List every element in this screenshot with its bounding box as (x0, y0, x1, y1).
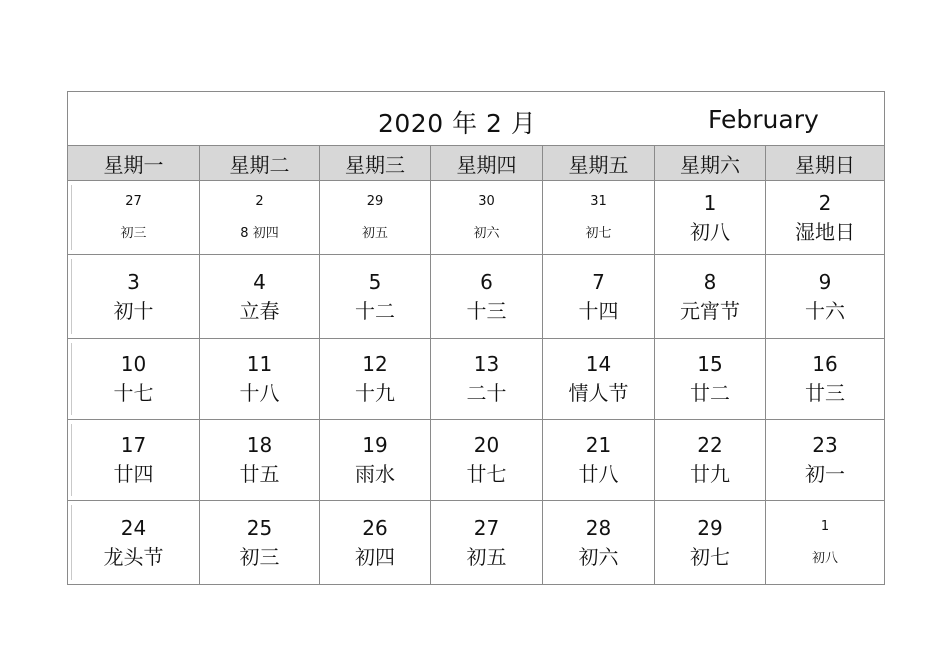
lunar-label: 二十 (466, 381, 507, 405)
day-cell (431, 420, 543, 501)
day-number: 17 (120, 433, 147, 457)
day-number: 2 (818, 190, 832, 215)
lunar-label: 湿地日 (795, 219, 855, 244)
lunar-label: 初五 (361, 225, 388, 241)
day-cell (200, 255, 320, 339)
day-number: 24 (120, 515, 147, 540)
day-cell (431, 181, 543, 255)
day-cell (431, 501, 543, 585)
weekday-header: 星期三 (320, 146, 431, 181)
calendar-title: 2020 年 2 月 (378, 109, 537, 138)
weekday-header: 星期二 (200, 146, 320, 181)
day-cell (320, 420, 431, 501)
day-number: 21 (585, 433, 612, 457)
day-number: 31 (590, 193, 607, 209)
week-row (68, 420, 885, 501)
week-row (68, 181, 885, 255)
lunar-label: 立春 (239, 298, 280, 323)
lunar-label: 十二 (355, 298, 395, 323)
day-number: 10 (120, 352, 147, 376)
lunar-label: 廿五 (239, 462, 280, 486)
day-cell (200, 501, 320, 585)
lunar-label: 廿四 (113, 462, 154, 486)
week-row (68, 339, 885, 420)
day-number: 7 (592, 269, 605, 294)
day-cell (431, 255, 543, 339)
day-cell (766, 339, 885, 420)
lunar-label: 廿二 (690, 381, 730, 405)
lunar-label: 情人节 (568, 381, 629, 405)
day-cell (200, 181, 320, 255)
lunar-label: 初七 (690, 544, 730, 569)
lunar-label: 元宵节 (680, 298, 740, 323)
lunar-label: 廿九 (690, 462, 730, 486)
day-cell (68, 339, 200, 420)
day-cell (655, 339, 766, 420)
day-number: 14 (585, 352, 612, 376)
weekday-header: 星期六 (655, 146, 766, 181)
day-number: 18 (246, 433, 273, 457)
calendar-table (67, 91, 885, 585)
lunar-label: 十三 (466, 298, 507, 323)
day-number: 2 (255, 193, 264, 209)
day-number: 23 (812, 433, 838, 457)
day-cell (320, 339, 431, 420)
weekday-header: 星期四 (431, 146, 543, 181)
day-number: 15 (697, 352, 723, 376)
day-cell (200, 339, 320, 420)
day-number: 22 (697, 433, 723, 457)
lunar-label: 雨水 (355, 462, 395, 486)
lunar-label: 初六 (578, 544, 619, 569)
lunar-label: 初八 (690, 219, 730, 244)
day-number: 26 (362, 515, 388, 540)
day-number: 8 (703, 269, 717, 294)
day-cell (68, 255, 200, 339)
lunar-label: 初十 (113, 298, 154, 323)
weekday-header: 星期日 (766, 146, 885, 181)
lunar-label: 初八 (812, 550, 839, 566)
lunar-label: 初五 (466, 544, 507, 569)
day-cell (655, 181, 766, 255)
day-number: 29 (366, 193, 384, 209)
day-cell (655, 420, 766, 501)
day-number: 6 (480, 269, 493, 294)
lunar-label: 十八 (239, 381, 280, 405)
day-cell (68, 420, 200, 501)
day-number: 3 (127, 269, 140, 294)
day-cell (320, 501, 431, 585)
day-cell (543, 420, 655, 501)
day-cell (543, 181, 655, 255)
day-number: 12 (362, 352, 388, 376)
day-cell (320, 255, 431, 339)
lunar-label: 廿三 (805, 381, 845, 405)
day-cell (320, 181, 431, 255)
day-number: 25 (246, 515, 273, 540)
day-number: 1 (820, 518, 830, 534)
day-cell (543, 255, 655, 339)
calendar-title-row (68, 92, 885, 146)
day-number: 29 (697, 515, 723, 540)
calendar-title-cell (68, 92, 885, 146)
day-cell (766, 420, 885, 501)
lunar-label: 初七 (585, 225, 612, 241)
day-cell (766, 501, 885, 585)
lunar-label: 十九 (355, 381, 395, 405)
lunar-label: 廿七 (466, 462, 507, 486)
day-cell (68, 501, 200, 585)
lunar-label: 初三 (239, 544, 280, 569)
lunar-label: 初六 (473, 225, 500, 241)
weekday-header: 星期五 (543, 146, 655, 181)
day-cell (543, 501, 655, 585)
lunar-label: 十六 (805, 298, 845, 323)
day-cell (431, 339, 543, 420)
day-cell (200, 420, 320, 501)
weekday-header: 星期一 (68, 146, 200, 181)
week-row (68, 501, 885, 585)
day-number: 13 (473, 352, 500, 376)
day-cell (68, 181, 200, 255)
day-cell (655, 501, 766, 585)
day-number: 30 (478, 193, 495, 209)
week-row (68, 255, 885, 339)
day-number: 5 (368, 269, 382, 294)
day-cell (543, 339, 655, 420)
lunar-label: 龙头节 (103, 544, 164, 569)
day-cell (655, 255, 766, 339)
day-number: 11 (246, 352, 273, 376)
lunar-label: 初三 (120, 225, 147, 241)
day-cell (766, 255, 885, 339)
day-number: 1 (703, 190, 717, 215)
day-number: 20 (473, 433, 500, 457)
lunar-label: 初四 (355, 544, 395, 569)
lunar-label: 8 初四 (240, 225, 279, 241)
lunar-label: 廿八 (578, 462, 619, 486)
day-number: 9 (818, 269, 832, 294)
calendar-title-en: February (708, 105, 819, 134)
day-number: 27 (473, 515, 500, 540)
day-number: 27 (125, 193, 142, 209)
day-number: 16 (812, 352, 838, 376)
weekday-header-row (68, 146, 885, 181)
day-number: 4 (253, 269, 266, 294)
day-number: 28 (585, 515, 612, 540)
day-cell (766, 181, 885, 255)
lunar-label: 十四 (578, 298, 619, 323)
day-number: 19 (362, 433, 388, 457)
lunar-label: 十七 (113, 381, 154, 405)
lunar-label: 初一 (805, 462, 845, 486)
